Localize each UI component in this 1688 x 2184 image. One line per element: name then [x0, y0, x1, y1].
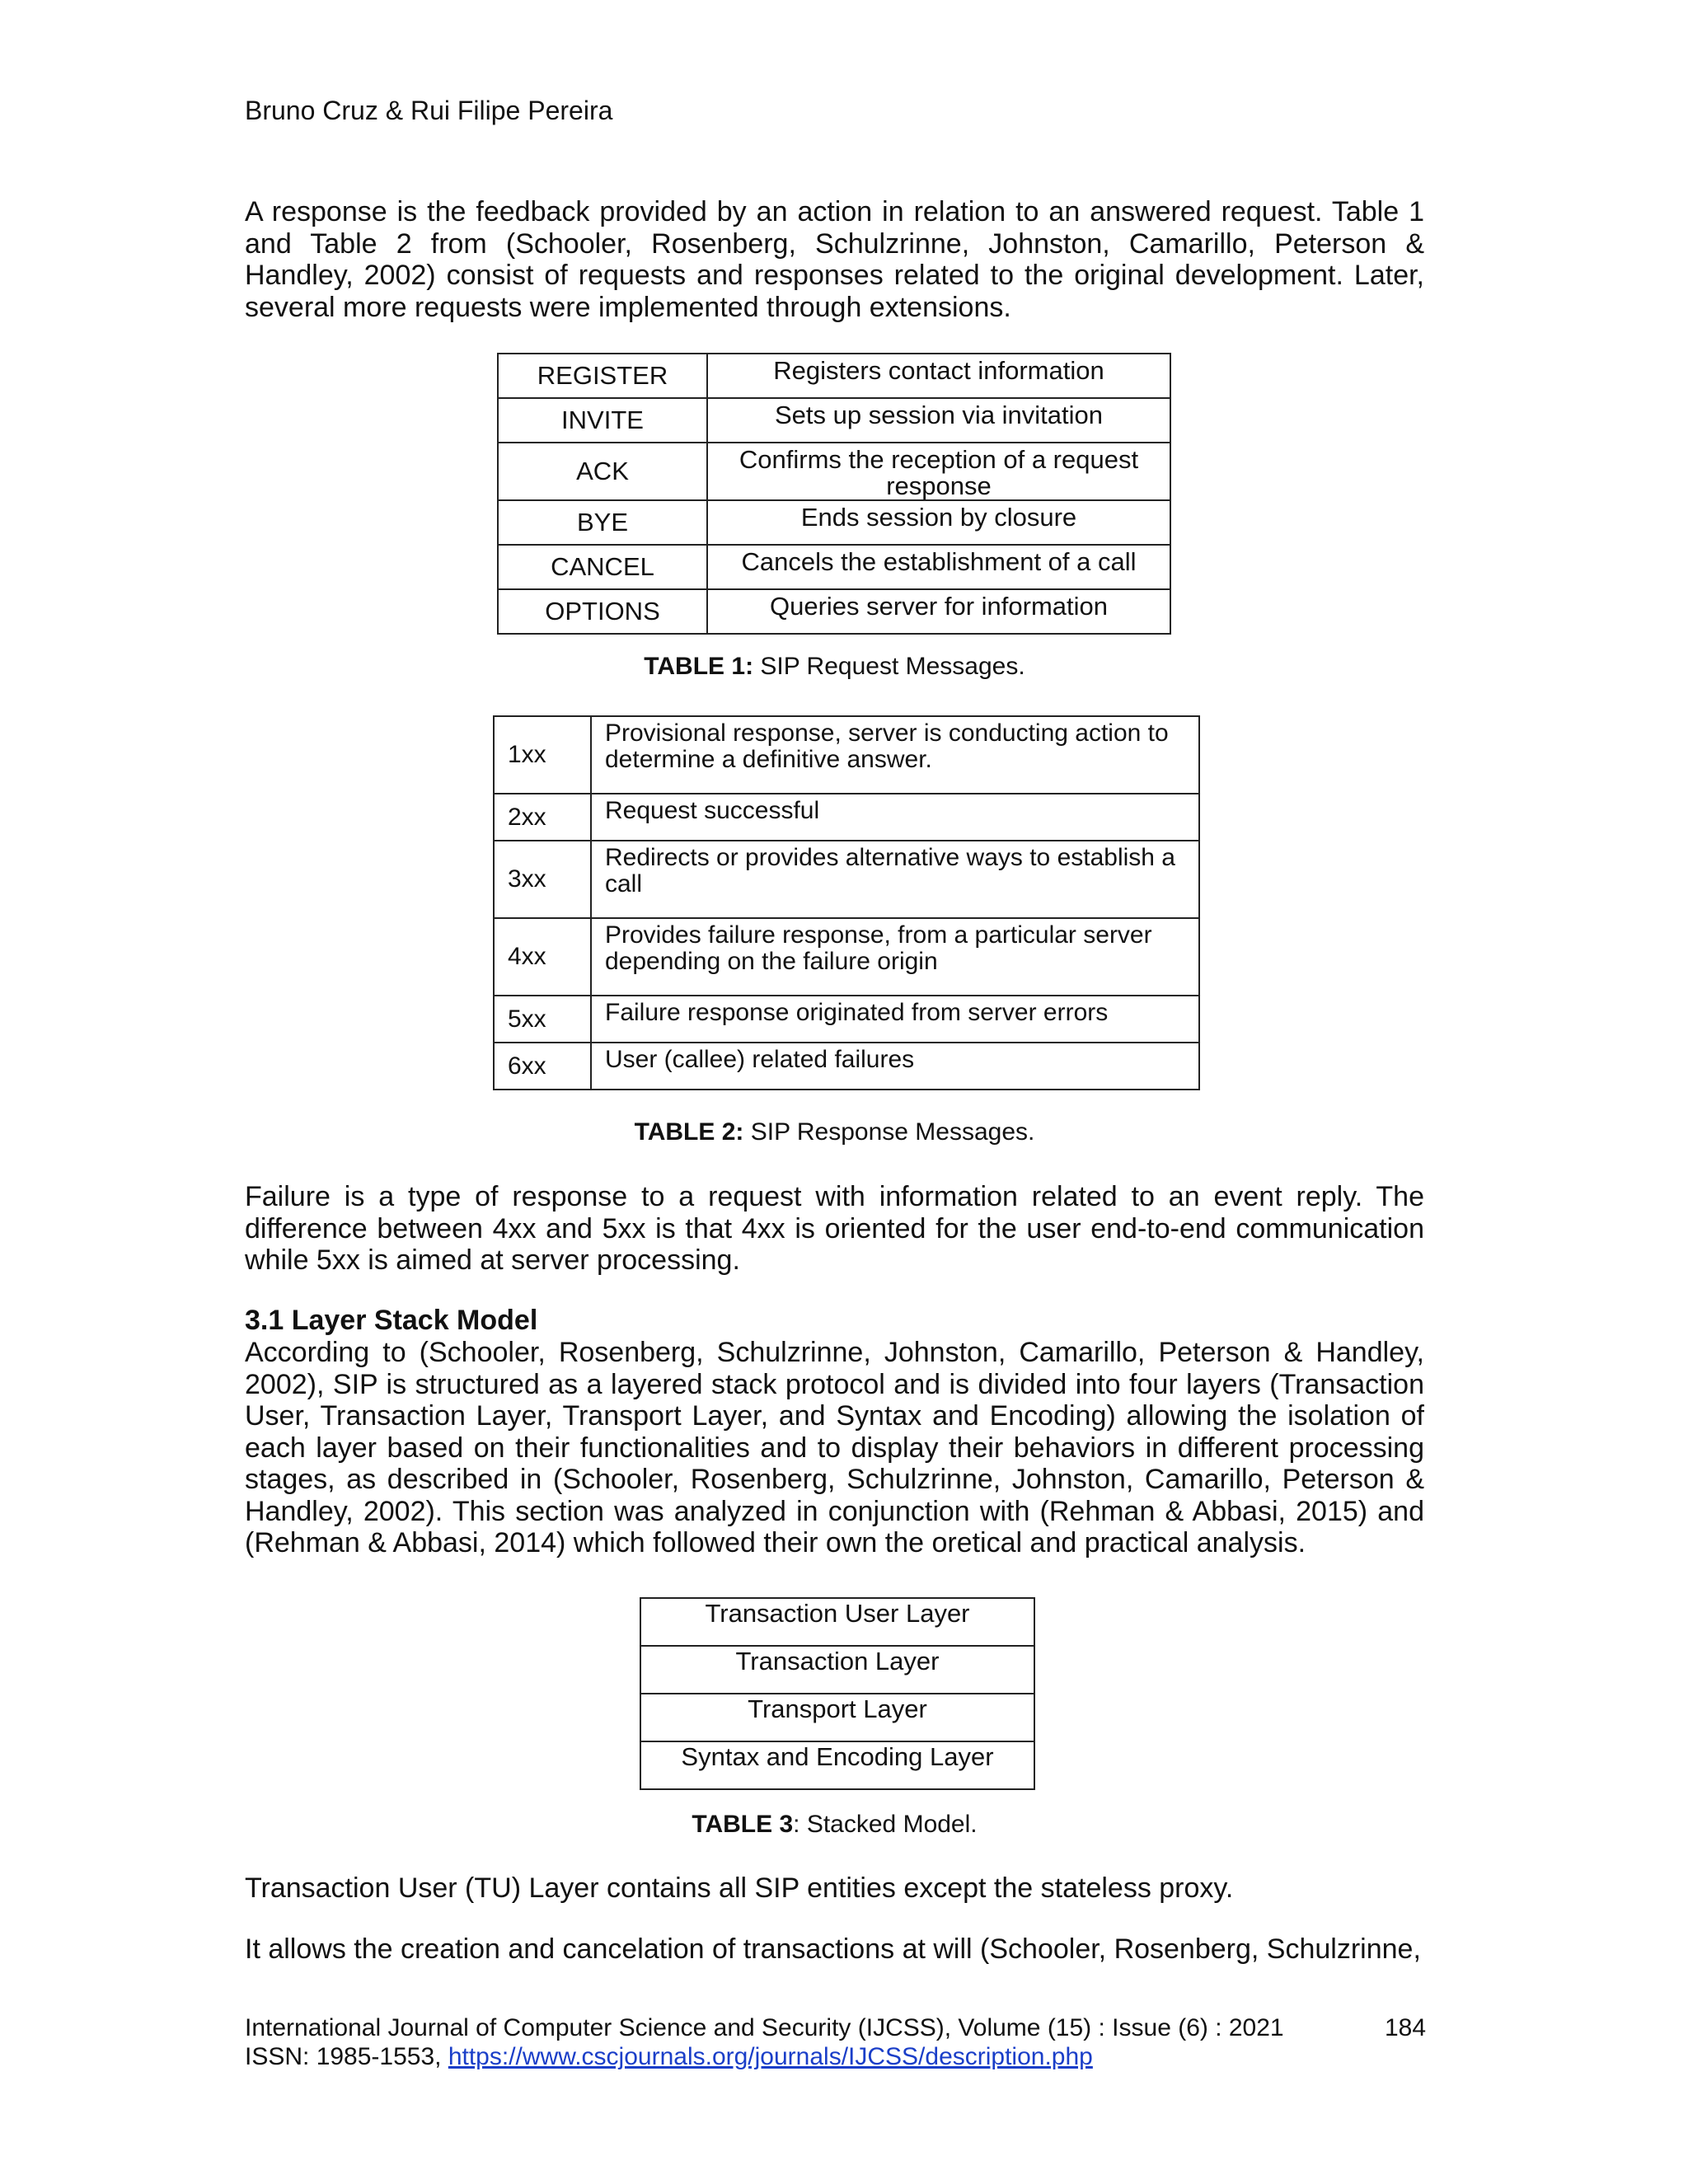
table-row: [498, 443, 1170, 500]
section-paragraph: According to (Schooler, Rosenberg, Schulzrinne, Johnston, Camarillo, Peterson & Handley, 2002), SIP is structured as a layered stack protocol and is divided into four layers (Transaction User, Transaction Layer, Transport Layer, and Syntax and Encoding) allowing the isolation of each layer based on their functionalities and to display their behaviors in different processing stages, as described in (Schooler, Rosenberg, Schulzrinne, Johnston, Camarillo, Peterson & Handley, 2002). This section was analyzed in conjunction with (Rehman & Abbasi, 2015) and (Rehman & Abbasi, 2014) which followed their own the oretical and practical analysis.: [245, 1337, 1424, 1558]
footer-issn: [245, 2043, 1093, 2071]
footer-journal: International Journal of Computer Science and Security (IJCSS), Volume (15) : Issue (6) : 2021: [245, 2014, 1284, 2041]
method-cell: INVITE: [498, 398, 707, 443]
running-header: Bruno Cruz & Rui Filipe Pereira: [245, 96, 613, 125]
table-row: [494, 716, 1199, 794]
description-cell: Ends session by closure: [707, 500, 1170, 545]
code-cell: 3xx: [494, 841, 591, 918]
table-row: [498, 354, 1170, 398]
table-row: [640, 1741, 1034, 1789]
table1-caption-text: SIP Request Messages.: [753, 653, 1025, 680]
tail-paragraph: It allows the creation and cancelation of transactions at will (Schooler, Rosenberg, Schulzrinne,: [245, 1933, 1421, 1965]
code-cell: 1xx: [494, 716, 591, 794]
table2-caption-text: SIP Response Messages.: [743, 1118, 1035, 1146]
method-cell: CANCEL: [498, 545, 707, 589]
method-cell: REGISTER: [498, 354, 707, 398]
method-cell: ACK: [498, 443, 707, 500]
table-row: [494, 918, 1199, 996]
table-row: [494, 794, 1199, 841]
issn-text: ISSN: 1985-1553,: [245, 2043, 448, 2070]
table3-caption-text: : Stacked Model.: [793, 1811, 978, 1838]
table-row: [640, 1598, 1034, 1646]
layer-cell: Transport Layer: [640, 1694, 1034, 1741]
table3-caption-label: TABLE 3: [692, 1811, 794, 1838]
description-cell: User (callee) related failures: [591, 1043, 1199, 1090]
description-cell: Redirects or provides alternative ways to establish a call: [591, 841, 1199, 918]
description-cell: Cancels the establishment of a call: [707, 545, 1170, 589]
table-row: [640, 1646, 1034, 1694]
table-row: [498, 589, 1170, 634]
table-row: [498, 398, 1170, 443]
method-cell: OPTIONS: [498, 589, 707, 634]
description-cell: Queries server for information: [707, 589, 1170, 634]
table2-caption: [245, 1118, 1424, 1146]
tu-paragraph: Transaction User (TU) Layer contains all SIP entities except the stateless proxy.: [245, 1872, 1234, 1904]
code-cell: 6xx: [494, 1043, 591, 1090]
table-row: [498, 500, 1170, 545]
table2-caption-label: TABLE 2:: [634, 1118, 744, 1146]
description-cell: Confirms the reception of a request response: [707, 443, 1170, 500]
table-row: [494, 1043, 1199, 1090]
description-cell: Registers contact information: [707, 354, 1170, 398]
layer-cell: Transaction User Layer: [640, 1598, 1034, 1646]
layer-cell: Syntax and Encoding Layer: [640, 1741, 1034, 1789]
table1-caption: [245, 653, 1424, 681]
table-row: [640, 1694, 1034, 1741]
failure-paragraph: Failure is a type of response to a request with information related to an event reply. The difference between 4xx and 5xx is that 4xx is oriented for the user end-to-end communication while 5xx is aimed at server processing.: [245, 1181, 1424, 1276]
code-cell: 4xx: [494, 918, 591, 996]
description-cell: Request successful: [591, 794, 1199, 841]
table1-caption-label: TABLE 1:: [644, 653, 754, 680]
method-cell: BYE: [498, 500, 707, 545]
journal-url-link[interactable]: https://www.cscjournals.org/journals/IJCSS/description.php: [448, 2043, 1093, 2070]
stacked-model-table: [640, 1597, 1035, 1790]
description-cell: Provides failure response, from a particular server depending on the failure origin: [591, 918, 1199, 996]
table-row: [494, 841, 1199, 918]
table-row: [498, 545, 1170, 589]
description-cell: Provisional response, server is conducting action to determine a definitive answer.: [591, 716, 1199, 794]
description-cell: Failure response originated from server errors: [591, 996, 1199, 1043]
code-cell: 2xx: [494, 794, 591, 841]
page-number: 184: [1385, 2014, 1427, 2041]
sip-request-table: [497, 353, 1171, 635]
table3-caption: [245, 1811, 1424, 1839]
layer-cell: Transaction Layer: [640, 1646, 1034, 1694]
description-cell: Sets up session via invitation: [707, 398, 1170, 443]
table-row: [494, 996, 1199, 1043]
intro-paragraph: A response is the feedback provided by an action in relation to an answered request. Table 1 and Table 2 from (Schooler, Rosenberg, Schulzrinne, Johnston, Camarillo, Peterson & Handley, 2002) consist of requests and responses related to the original development. Later, several more requests were implemented through extensions.: [245, 196, 1424, 323]
section-heading: 3.1 Layer Stack Model: [245, 1305, 538, 1336]
code-cell: 5xx: [494, 996, 591, 1043]
sip-response-table: [493, 715, 1200, 1090]
